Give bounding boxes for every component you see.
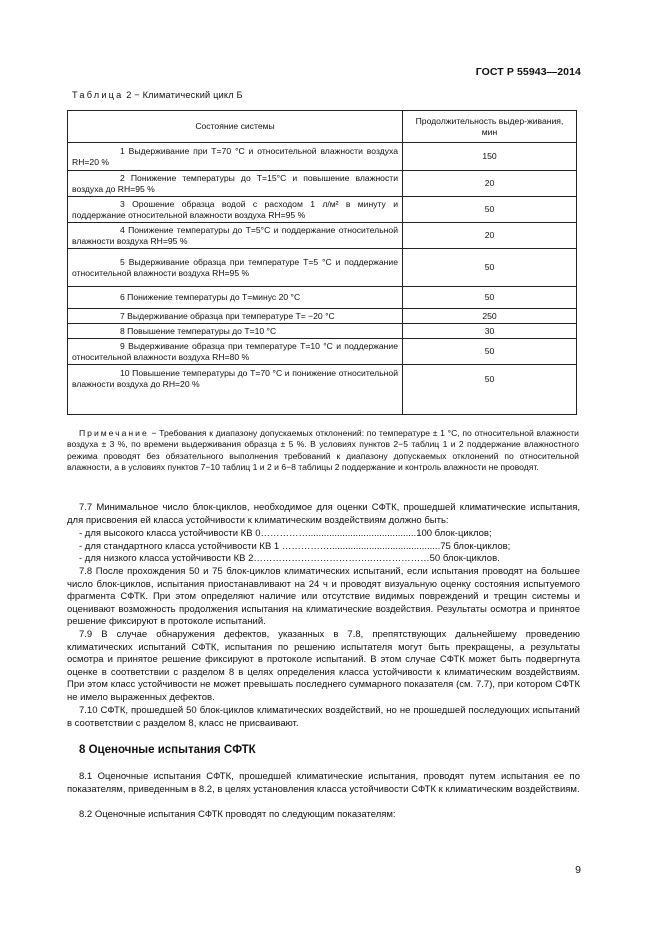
section-8-heading: 8 Оценочные испытания СФТК — [79, 744, 256, 756]
table-header-row — [68, 111, 577, 143]
state-cell: 5 Выдерживание образца при температуре Т=5 °С и поддержание относительной влажности воздуха RH=95 % — [68, 249, 403, 287]
duration-cell: 30 — [403, 324, 577, 339]
note-label: Примечание — [79, 428, 149, 438]
table-row — [68, 287, 577, 309]
table-row — [68, 197, 577, 223]
table-row — [68, 171, 577, 197]
paragraph-8-2: 8.2 Оценочные испытания СФТК проводят по следующим показателям: — [79, 809, 396, 820]
class-requirements-list — [67, 528, 580, 566]
paragraph-7-9: 7.9 В случае обнаружения дефектов, указанных в 7.8, препятствующих дальнейшему проведению климатических испытаний СФТК, испытания по решению испытателя могут быть прекращены, а результаты осмотра и принятое решение фиксируют в протоколе испытаний. В этом случае СФТК может быть подвергнута оценке в соответствии с разделом 8 в целях определения класса устойчивости к климатическим воздействиям. При этом класс устойчивости не может превышать последнего суммарного показателя (см. 7.7), при котором СФТК не имело выраженных дефектов. — [67, 629, 580, 703]
list-item: - для высокого класса устойчивости КВ 0…………….........................................100 блок-циклов; — [79, 528, 492, 539]
duration-cell: 250 — [403, 309, 577, 324]
duration-cell: 50 — [403, 339, 577, 365]
state-cell: 8 Повышение температуры до Т=10 °С — [68, 324, 403, 339]
col-header-state: Состояние системы — [68, 111, 403, 143]
state-cell: 7 Выдерживание образца при температуре Т= −20 °С — [68, 309, 403, 324]
duration-cell: 20 — [403, 171, 577, 197]
state-cell: 10 Повышение температуры до Т=70 °С и понижение относительной влажности воздуха до RH=20 % — [68, 365, 403, 415]
paragraph-7-7: 7.7 Минимальное число блок-циклов, необходимое для оценки СФТК, прошедшей климатические испытания, для присвоения ей класса устойчивости к климатическим воздействиям должно быть: — [67, 502, 580, 526]
paragraph-8-1: 8.1 Оценочные испытания СФТК, прошедшей климатические испытания, проводят путем испытания ее по показателям, приведенным в 8.2, в целях установления класса устойчивости СФТК к климатическим воздействиям. — [67, 771, 580, 795]
state-cell: 2 Понижение температуры до Т=15°С и повышение влажности воздуха до RH=95 % — [68, 171, 403, 197]
table-caption-word: Таблица — [72, 90, 124, 100]
state-cell: 4 Понижение температуры до Т=5°С и поддержание относительной влажности воздуха RH=95 % — [68, 223, 403, 249]
table-row — [68, 223, 577, 249]
page-number: 9 — [575, 864, 581, 876]
duration-cell: 50 — [403, 249, 577, 287]
table-row — [68, 249, 577, 287]
table-row — [68, 365, 577, 415]
list-item: - для стандартного класса устойчивости КВ 1 ……………..........................................75 блок-циклов; — [79, 540, 511, 552]
state-cell: 9 Выдерживание образца при температуре Т=10 °С и поддержание относительной влажности воздуха RH=80 % — [68, 339, 403, 365]
climatic-cycle-table — [67, 110, 577, 415]
paragraph-7-10: 7.10 СФТК, прошедшей 50 блок-циклов климатических воздействий, но не прошедшей последующих испытаний в соответствии с разделом 8, класс не присваивают. — [67, 705, 580, 729]
standard-designation: ГОСТ Р 55943—2014 — [475, 66, 581, 78]
table-row — [68, 324, 577, 339]
table-note — [67, 428, 579, 473]
col-header-duration: Продолжительность выдер-живания, мин — [403, 111, 577, 143]
state-cell: 1 Выдерживание при Т=70 °С и относительной влажности воздуха RH=20 % — [68, 143, 403, 171]
duration-cell: 20 — [403, 223, 577, 249]
note-text: − Требования к диапазону допускаемых отклонений: по температуре ± 1 °С, по относительной влажности воздуха ± 3 %, по времени выдерживания образца ± 5 %. В условиях пунктов 2−5 таблиц 1 и 2 поддержание влажностного режима проводят без обязательного выполнения требований к диапазону допускаемых отклонений по относительной влажности, а в условиях пунктов 7−10 таблиц 1 и 2 и 6−8 таблицы 2 поддержание и контроль влажности не проводят. — [67, 428, 579, 472]
duration-cell: 150 — [403, 143, 577, 171]
state-cell: 3 Орошение образца водой с расходом 1 л/м² в минуту и поддержание относительной влажности воздуха RH=95 % — [68, 197, 403, 223]
duration-cell: 50 — [403, 197, 577, 223]
state-cell: 6 Понижение температуры до Т=минус 20 °С — [68, 287, 403, 309]
table-row — [68, 143, 577, 171]
paragraph-7-8: 7.8 После прохождения 50 и 75 блок-циклов климатических испытаний, если испытания проводят на большее число блок-циклов, испытания приостанавливают на 24 ч и проводят визуальную оценку состояния испытуемого фрагмента СФТК. При этом определяют наличие или отсутствие видимых повреждений и трещин системы и оценивают возможность продолжения испытания на климатические воздействия. Результаты осмотра и принятое решение фиксируют в протоколе испытаний. — [67, 566, 580, 628]
duration-cell: 50 — [403, 287, 577, 309]
table-row — [68, 339, 577, 365]
table-caption — [72, 90, 243, 100]
list-item: - для низкого класса устойчивости КВ 2………………………………..………………50 блок-циклов. — [79, 553, 500, 565]
table-caption-text: 2 − Климатический цикл Б — [123, 90, 243, 100]
table-row — [68, 309, 577, 324]
duration-cell: 50 — [403, 365, 577, 415]
